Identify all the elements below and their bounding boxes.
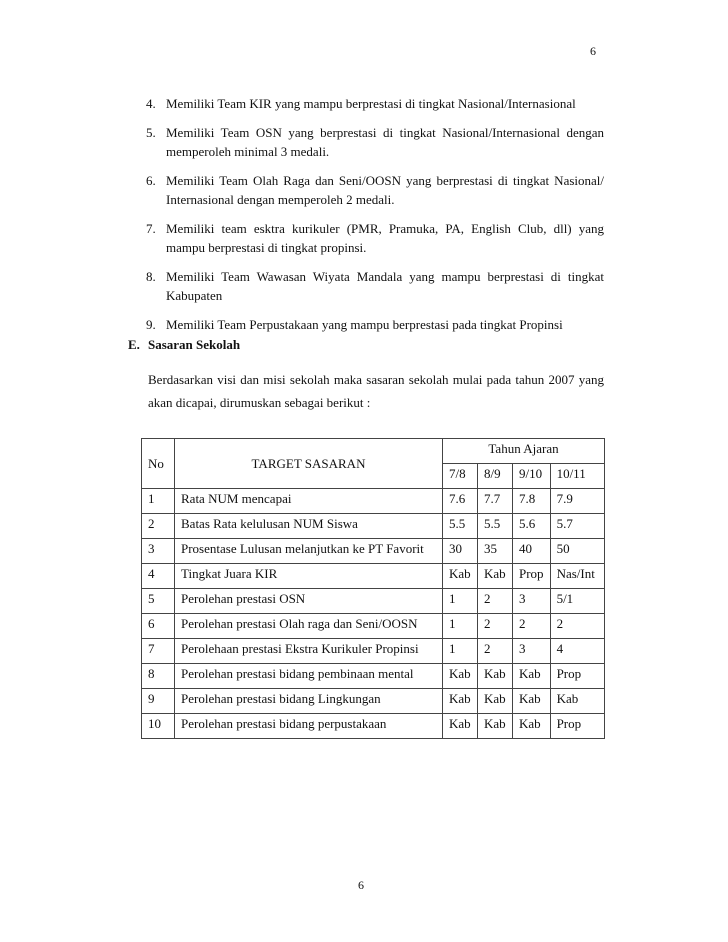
- targets-table: [141, 438, 605, 739]
- cell-value: 35: [478, 539, 513, 564]
- cell-value: Kab: [443, 714, 478, 739]
- cell-no: 3: [142, 539, 175, 564]
- cell-value: 1: [443, 589, 478, 614]
- cell-target: Perolehan prestasi bidang perpustakaan: [175, 714, 443, 739]
- cell-value: 5.6: [513, 514, 551, 539]
- cell-value: Kab: [478, 564, 513, 589]
- page-number-top: 6: [590, 44, 596, 58]
- cell-no: 4: [142, 564, 175, 589]
- cell-target: Tingkat Juara KIR: [175, 564, 443, 589]
- cell-value: 4: [550, 639, 604, 664]
- header-year: 8/9: [478, 464, 513, 489]
- cell-target: Perolehan prestasi OSN: [175, 589, 443, 614]
- list-item-number: 7.: [146, 221, 156, 236]
- header-year: 7/8: [443, 464, 478, 489]
- cell-value: 2: [513, 614, 551, 639]
- list-item-number: 4.: [146, 96, 156, 111]
- table-row: [142, 489, 605, 514]
- cell-target: Batas Rata kelulusan NUM Siswa: [175, 514, 443, 539]
- cell-value: 30: [443, 539, 478, 564]
- list-item: [146, 94, 604, 113]
- table-row: [142, 614, 605, 639]
- table-row: [142, 564, 605, 589]
- cell-value: Kab: [443, 564, 478, 589]
- cell-value: 3: [513, 639, 551, 664]
- header-year-group: Tahun Ajaran: [443, 439, 605, 464]
- table-row: [142, 539, 605, 564]
- cell-value: Prop: [550, 664, 604, 689]
- cell-value: Kab: [478, 714, 513, 739]
- list-item-text: Memiliki team esktra kurikuler (PMR, Pramuka, PA, English Club, dll) yang mampu berprestasi di tingkat propinsi.: [166, 221, 604, 255]
- cell-value: 40: [513, 539, 551, 564]
- header-year: 10/11: [550, 464, 604, 489]
- cell-value: Prop: [513, 564, 551, 589]
- cell-value: Kab: [513, 689, 551, 714]
- list-item: [146, 219, 604, 257]
- header-target: TARGET SASARAN: [175, 439, 443, 489]
- cell-value: Kab: [478, 664, 513, 689]
- list-item-text: Memiliki Team Wawasan Wiyata Mandala yang mampu berprestasi di tingkat Kabupaten: [166, 269, 604, 303]
- list-item-number: 6.: [146, 173, 156, 188]
- list-item-number: 9.: [146, 317, 156, 332]
- section-title: Sasaran Sekolah: [148, 337, 241, 352]
- cell-no: 5: [142, 589, 175, 614]
- cell-value: 1: [443, 614, 478, 639]
- cell-target: Perolehan prestasi bidang Lingkungan: [175, 689, 443, 714]
- cell-target: Perolehan prestasi bidang pembinaan mental: [175, 664, 443, 689]
- cell-value: 7.6: [443, 489, 478, 514]
- cell-value: Kab: [513, 664, 551, 689]
- cell-value: 5.5: [478, 514, 513, 539]
- cell-target: Perolehan prestasi Olah raga dan Seni/OOSN: [175, 614, 443, 639]
- header-no: No: [142, 439, 175, 489]
- cell-target: Prosentase Lulusan melanjutkan ke PT Favorit: [175, 539, 443, 564]
- section-paragraph: Berdasarkan visi dan misi sekolah maka sasaran sekolah mulai pada tahun 2007 yang akan dicapai, dirumuskan sebagai berikut :: [148, 372, 604, 410]
- cell-value: 2: [550, 614, 604, 639]
- cell-value: Nas/Int: [550, 564, 604, 589]
- cell-value: 5.7: [550, 514, 604, 539]
- cell-value: Kab: [513, 714, 551, 739]
- table-header-row: [142, 439, 605, 464]
- cell-value: 7.9: [550, 489, 604, 514]
- table-row: [142, 639, 605, 664]
- list-item: [146, 315, 604, 334]
- list-item: [146, 171, 604, 209]
- cell-value: Prop: [550, 714, 604, 739]
- list-item: [146, 123, 604, 161]
- table-row: [142, 664, 605, 689]
- table-row: [142, 514, 605, 539]
- table-row: [142, 589, 605, 614]
- cell-value: 7.7: [478, 489, 513, 514]
- cell-value: Kab: [443, 664, 478, 689]
- cell-value: 50: [550, 539, 604, 564]
- list-item-number: 8.: [146, 269, 156, 284]
- cell-no: 8: [142, 664, 175, 689]
- cell-value: 2: [478, 614, 513, 639]
- cell-no: 10: [142, 714, 175, 739]
- page-number-bottom: 6: [358, 878, 364, 892]
- cell-value: 7.8: [513, 489, 551, 514]
- cell-no: 1: [142, 489, 175, 514]
- goals-list: [146, 94, 604, 344]
- cell-no: 6: [142, 614, 175, 639]
- cell-value: 2: [478, 589, 513, 614]
- cell-target: Rata NUM mencapai: [175, 489, 443, 514]
- table-row: [142, 714, 605, 739]
- cell-value: Kab: [478, 689, 513, 714]
- cell-value: 1: [443, 639, 478, 664]
- list-item-text: Memiliki Team Perpustakaan yang mampu berprestasi pada tingkat Propinsi: [166, 317, 563, 332]
- cell-target: Perolehaan prestasi Ekstra Kurikuler Propinsi: [175, 639, 443, 664]
- list-item-number: 5.: [146, 125, 156, 140]
- list-item: [146, 267, 604, 305]
- section-heading: [128, 337, 240, 353]
- list-item-text: Memiliki Team OSN yang berprestasi di tingkat Nasional/Internasional dengan memperoleh minimal 3 medali.: [166, 125, 604, 159]
- cell-no: 9: [142, 689, 175, 714]
- cell-value: 5/1: [550, 589, 604, 614]
- list-item-text: Memiliki Team KIR yang mampu berprestasi di tingkat Nasional/Internasional: [166, 96, 576, 111]
- section-letter: E.: [128, 337, 140, 352]
- cell-value: 2: [478, 639, 513, 664]
- cell-no: 7: [142, 639, 175, 664]
- cell-value: Kab: [550, 689, 604, 714]
- cell-value: 5.5: [443, 514, 478, 539]
- table-row: [142, 689, 605, 714]
- cell-value: 3: [513, 589, 551, 614]
- list-item-text: Memiliki Team Olah Raga dan Seni/OOSN yang berprestasi di tingkat Nasional/ Internasional dengan memperoleh 2 medali.: [166, 173, 604, 207]
- cell-value: Kab: [443, 689, 478, 714]
- header-year: 9/10: [513, 464, 551, 489]
- cell-no: 2: [142, 514, 175, 539]
